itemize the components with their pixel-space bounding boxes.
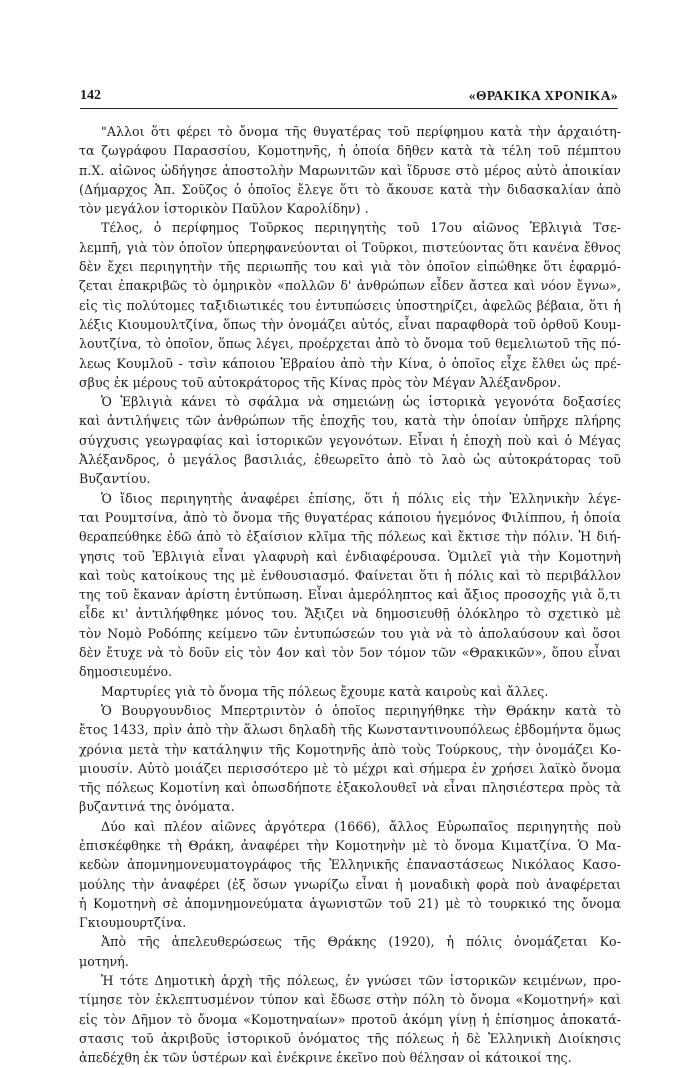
running-title: «ΘΡΑΚΙΚΑ ΧΡΟΝΙΚΑ»: [468, 88, 618, 103]
text-line: χρόνια μετὰ τὴν κατάληψιν τῆς Κομοτηνῆς ἀπὸ τοὺς Τούρκους, τὴν ὀνομάζει Κο-: [79, 741, 621, 757]
text-line: ἀπεδέχθη ἐκ τῶν ὑστέρων καὶ ἐνέκρινε ἐκεῖνο ποὺ θέλησαν οἱ κάτοικοί της.: [79, 1050, 572, 1066]
text-line: Τέλος, ὁ περίφημος Τοῦρκος περιηγητὴς τοῦ 17ου αἰῶνος Ἐβλιγιὰ Τσε-: [101, 220, 621, 236]
page-number: 142: [80, 88, 101, 103]
text-line: της τοῦ ἔκαναν ἀρίστη ἐντύπωση. Εἶναι ἀμερόληπτος καὶ ἄξιος προσοχῆς γιὰ ὅ,τι: [79, 587, 621, 603]
text-line: γησις τοῦ Ἐβλιγιὰ εἶναι γλαφυρὴ καὶ ἐνδιαφέρουσα. Ὁμιλεῖ γιὰ τὴν Κομοτηνὴ: [79, 548, 621, 564]
text-line: στασις τοῦ ἀκριβοῦς ἱστορικοῦ ὀνόματος τῆς πόλεως ἡ δὲ Ἑλληνικὴ Διοίκησις: [79, 1030, 621, 1046]
text-line: λεμπῆ, γιὰ τὸν ὁποῖον ὑπερηφανεύονται οἱ Τοῦρκοι, πιστεύοντας ὅτι κανένα ἔθνος: [79, 239, 621, 255]
text-line: ται Ρουμτσίνα, ἀπὸ τὸ ὄνομα τῆς θυγατέρας κάποιου ἡγεμόνος Φιλίππου, ἡ ὁποία: [79, 509, 621, 525]
text-line: Ἀλέξανδρος, ὁ μεγάλος βασιλιάς, ἐθεωρεῖτο ἀπὸ τὸ λαὸ ὡς αὐτοκράτορας τοῦ: [79, 452, 621, 468]
text-line: καὶ τοὺς κατοίκους της μὲ ἐνθουσιασμό. Φαίνεται ὅτι ἡ πόλις καὶ τὸ περιβάλλον: [79, 567, 621, 583]
text-line: Ὁ Βουργουνδιος Μπερτριντὸν ὁ ὁποῖος περιηγήθηκε τὴν Θράκην κατὰ τὸ: [101, 702, 621, 718]
text-line: λέξις Κιουμουλτζίνα, ὅπως τὴν ὀνομάζει αὐτός, εἶναι παραφθορὰ τοῦ ὀρθοῦ Κουμ-: [79, 316, 621, 332]
text-line: τὸν Νομὸ Ροδόπης κείμενο τῶν ἐντυπώσεών του γιὰ νὰ τὸ ἀπολαύσουν καὶ ὅσοι: [79, 625, 621, 641]
text-line: Μαρτυρίες γιὰ τὸ ὄνομα τῆς πόλεως ἔχουμε κατὰ καιροὺς καὶ ἄλλες.: [101, 683, 549, 699]
text-line: Ὁ ἴδιος περιηγητὴς ἀναφέρει ἐπίσης, ὅτι ἡ πόλις εἰς τὴν Ἑλληνικὴν λέγε-: [101, 490, 621, 506]
text-line: ἡ Κομοτηνὴ σὲ ἀπομνημονεύματα ἀγωνιστῶν τοῦ 21) μὲ τὸ τουρκικό της ὄνομα: [79, 895, 621, 911]
text-line: λεως Κουμλοῦ - τσὶν κάποιου Ἑβραίου ἀπὸ τὴν Κίνα, ὁ ὁποῖος εἶχε ἔλθει ὡς πρέ-: [79, 355, 621, 371]
text-line: τὸν μεγάλον ἱστορικὸν Παῦλον Καρολίδην) .: [79, 201, 369, 217]
text-line: (Δήμαρχος Ἀπ. Σοῦζος ὁ ὁποῖος ἔλεγε ὅτι τὸ ἄκουσε κατὰ τὴν διδασκαλίαν ἀπὸ: [79, 181, 621, 197]
text-line: εἰς τὶς πολύτομες ταξιδιωτικές του ἐντυπώσεις ὑποστηρίζει, ἀφελῶς βέβαια, ὅτι ἡ: [79, 297, 621, 313]
text-line: δὲν ἔτυχε νὰ τὸ δοῦν εἰς τὸν 4ον καὶ τὸν 5ον τόμον τῶν «Θρακικῶν», ὅπου εἶναι: [79, 645, 621, 661]
text-line: μοτηνή.: [79, 953, 129, 969]
text-line: ἐπισκέφθηκε τὴ Θράκη, ἀναφέρει τὴν Κομοτηνὴν μὲ τὸ ὄνομα Κιματζίνα. Ὁ Μα-: [79, 837, 621, 853]
text-line: λουτζίνα, τὸ ὁποῖον, ὅπως λέγει, προέρχεται ἀπὸ τὸ ὄνομα τοῦ θεμελιωτοῦ τῆς πό-: [79, 336, 621, 352]
text-line: εἶδε κι' ἀντιλήφθηκε μόνος του. Ἄξιζει νὰ δημοσιευθῇ ὁλόκληρο τὸ σχετικὸ μὲ: [79, 606, 621, 622]
text-line: Ἡ τότε Δημοτικὴ ἀρχὴ τῆς πόλεως, ἐν γνώσει τῶν ἱστορικῶν κειμένων, προ-: [101, 973, 621, 989]
text-line: δημοσιευμένο.: [79, 664, 173, 680]
text-line: δὲν ἔχει περιηγητὴν τῆς περιωπῆς του καὶ γιὰ τὸν ὁποῖον εἰπώθηκε ὅτι ἐφαρμό-: [79, 259, 621, 275]
text-line: κεδὼν ἀπομνημονευματογράφος τῆς Ἑλληνικῆς ἐπαναστάσεως Νικόλαος Κασο-: [79, 857, 621, 873]
text-line: Γκιουμουρτζίνα.: [79, 915, 187, 931]
text-line: θεραπεύθηκε ἐδῶ ἀπὸ τὸ ἐξαίσιον κλῖμα τῆς πόλεως καὶ ἔκτισε τὴν πόλιν. Ἡ διή-: [79, 529, 621, 545]
text-line: μούλης τὴν ἀναφέρει (ἐξ ὅσων γνωρίζω εἶναι ἡ μοναδικὴ φορὰ ποὺ ἀναφέρεται: [79, 876, 621, 892]
text-line: τα ζωγράφου Παρασσίου, Κομοτηνῆς, ἡ ὁποία δῆθεν κατὰ τὰ τέλη τοῦ πέμπτου: [79, 143, 621, 159]
body-text: [79, 122, 621, 1068]
page-header: [80, 88, 618, 109]
text-line: ἔτος 1433, πρὶν ἀπὸ τὴν ἅλωσι δηλαδὴ τῆς Κωνσταντινουπόλεως ἑβδομήντα ὅμως: [79, 722, 621, 738]
text-line: Ἀπὸ τῆς ἀπελευθερώσεως τῆς Θράκης (1920), ἡ πόλις ὀνομάζεται Κο-: [101, 934, 621, 950]
text-line: μιουσίν. Αὐτὸ μοιάζει περισσότερο μὲ τὸ μέχρι καὶ σήμερα ἐν χρήσει λαϊκὸ ὄνομα: [79, 760, 621, 776]
text-line: Δύο καὶ πλέον αἰῶνες ἀργότερα (1666), ἄλλος Εὐρωπαῖος περιηγητὴς ποὺ: [101, 818, 621, 834]
text-line: Ὁ Ἐβλιγιὰ κάνει τὸ σφάλμα νὰ σημειώνῃ ὡς ἱστορικὰ γεγονότα δοξασίες: [101, 394, 621, 410]
text-line: "Αλλοι ὅτι φέρει τὸ ὄνομα τῆς θυγατέρας τοῦ περίφημου κατὰ τὴν ἀρχαιότη-: [101, 124, 621, 139]
text-line: σβυς ἐκ μέρους τοῦ αὐτοκράτορος τῆς Κίνας πρὸς τὸν Μέγαν Ἀλέξανδρον.: [79, 374, 562, 390]
text-line: καὶ ἀντιλήψεις τῶν ἀνθρώπων τῆς ἐποχῆς του, κατὰ τὴν ὁποίαν ὑπῆρχε πλήρης: [79, 413, 621, 429]
text-line: τίμησε τὸν ἐκλεπτυσμένον τύπον καὶ ἔδωσε στὴν πόλη τὸ ὄνομα «Κομοτηνή» καὶ: [79, 992, 621, 1008]
text-line: τῆς πόλεως Κομοτίνη καὶ ὁπωσδήποτε ἐξακολουθεῖ νὰ εἶναι πλησιέστερα πρὸς τὰ: [79, 780, 621, 796]
text-line: βυζαντινά της ὀνόματα.: [79, 799, 235, 815]
text-line: ζεται ἐπακριβῶς τὸ ὁμηρικὸν «πολλῶν δ' ἀνθρώπων εἶδεν ἄστεα καὶ νόον ἔγνω»,: [79, 278, 621, 294]
text-line: σύγχυσις γεωγραφίας καὶ ἱστορικῶν γεγονότων. Εἶναι ἡ ἐποχὴ ποὺ καὶ ὁ Μέγας: [79, 432, 621, 448]
text-line: Βυζαντίου.: [79, 471, 151, 487]
text-line: εἰς τὸν Δῆμον τὸ ὄνομα «Κομοτηναίων» προτοῦ ἀκόμη γίνῃ ἡ ἐπίσημος ἀποκατά-: [79, 1011, 621, 1027]
text-line: π.Χ. αἰῶνος ὡδήγησε ἀποστολὴν Μαρωνιτῶν καὶ ἵδρυσε στὸ μέρος αὐτὸ ἀποικίαν: [79, 162, 621, 178]
